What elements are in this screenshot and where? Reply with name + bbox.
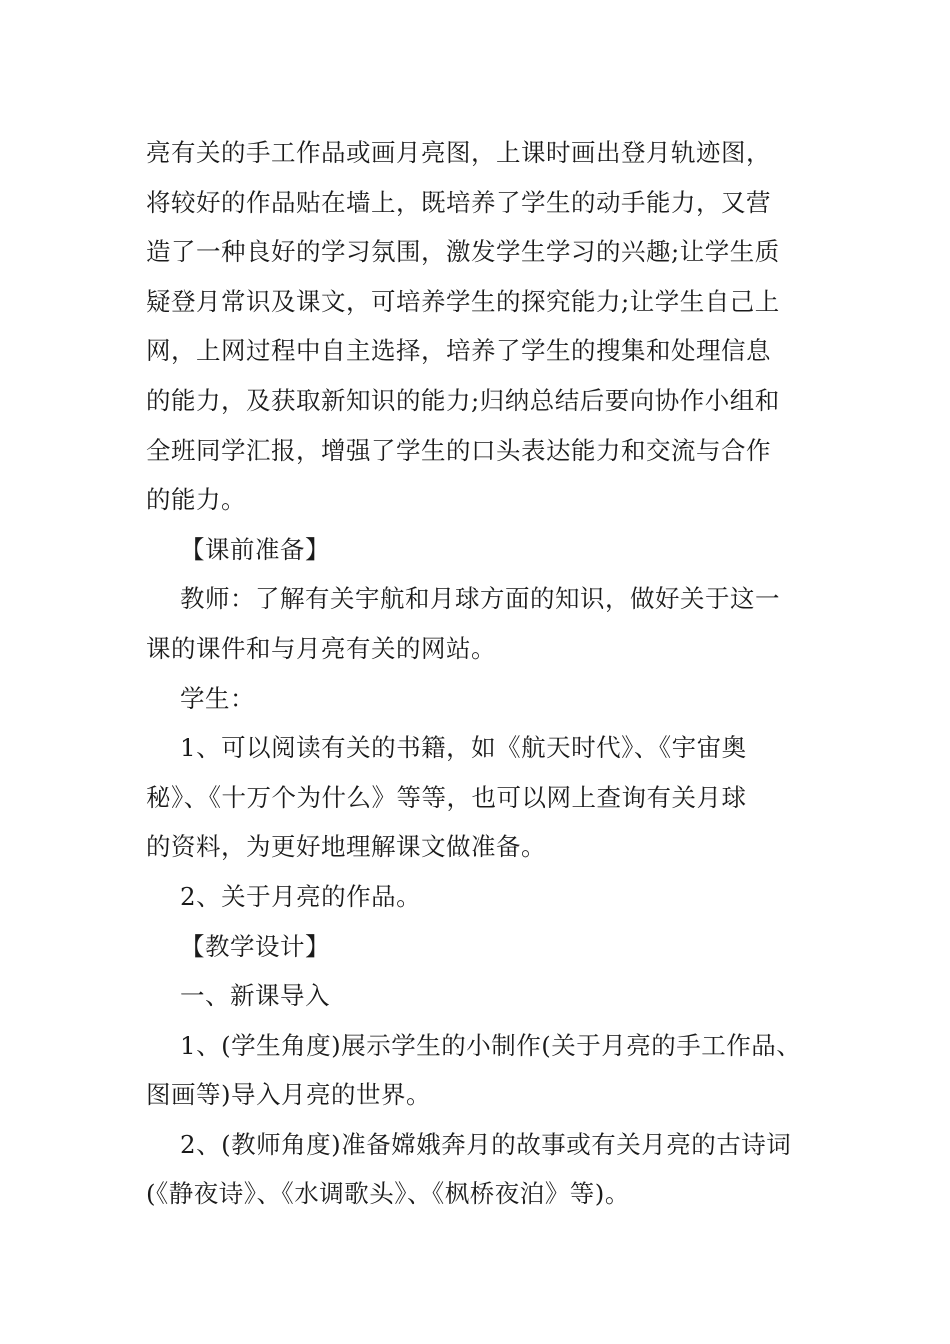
text-line: 图画等)导入月亮的世界。: [146, 1080, 432, 1110]
text-line: 将较好的作品贴在墙上，既培养了学生的动手能力，又营: [146, 187, 771, 217]
text-line: 的能力，及获取新知识的能力;归纳总结后要向协作小组和: [146, 385, 780, 415]
paragraph-intro-item-1: [146, 1021, 836, 1120]
text-line: 亮有关的手工作品或画月亮图，上课时画出登月轨迹图，: [146, 138, 771, 167]
section-heading-preparation: [146, 525, 836, 575]
text-line: 的能力。: [146, 485, 246, 515]
paragraph-student-label: [146, 674, 836, 724]
text-line: 造了一种良好的学习氛围，激发学生学习的兴趣;让学生质: [146, 237, 780, 267]
text-line: 教师：了解有关宇航和月球方面的知识，做好关于这一: [180, 584, 780, 614]
paragraph-student-item-1: [146, 723, 836, 872]
text-line: 一、新课导入: [180, 981, 330, 1011]
paragraph-intro-continuation: [146, 128, 836, 525]
text-line: 疑登月常识及课文，可培养学生的探究能力;让学生自己上: [146, 286, 780, 316]
text-line: 全班同学汇报，增强了学生的口头表达能力和交流与合作: [146, 435, 771, 465]
text-line: 的资料，为更好地理解课文做准备。: [146, 832, 546, 862]
paragraph-intro-item-2: [146, 1120, 836, 1219]
text-line: 2、(教师角度)准备嫦娥奔月的故事或有关月亮的古诗词: [180, 1129, 792, 1159]
text-line: 学生：: [180, 683, 255, 713]
paragraph-teacher: [146, 574, 836, 673]
document-body: [146, 128, 836, 1219]
paragraph-student-item-2: [146, 872, 836, 922]
text-line: 1、可以阅读有关的书籍，如《航天时代》、《宇宙奥: [180, 733, 747, 763]
subheading-intro: [146, 971, 836, 1021]
text-line: (《静夜诗》、《水调歌头》、《枫桥夜泊》等)。: [146, 1179, 630, 1209]
text-line: 网，上网过程中自主选择，培养了学生的搜集和处理信息: [146, 336, 771, 366]
text-line: 2、关于月亮的作品。: [180, 881, 422, 911]
heading-line: 【课前准备】: [180, 534, 330, 564]
text-line: 秘》、《十万个为什么》等等，也可以网上查询有关月球: [146, 782, 747, 812]
text-line: 1、(学生角度)展示学生的小制作(关于月亮的手工作品、: [180, 1030, 802, 1060]
section-heading-design: [146, 922, 836, 972]
heading-line: 【教学设计】: [180, 931, 330, 961]
text-line: 课的课件和与月亮有关的网站。: [146, 633, 496, 663]
